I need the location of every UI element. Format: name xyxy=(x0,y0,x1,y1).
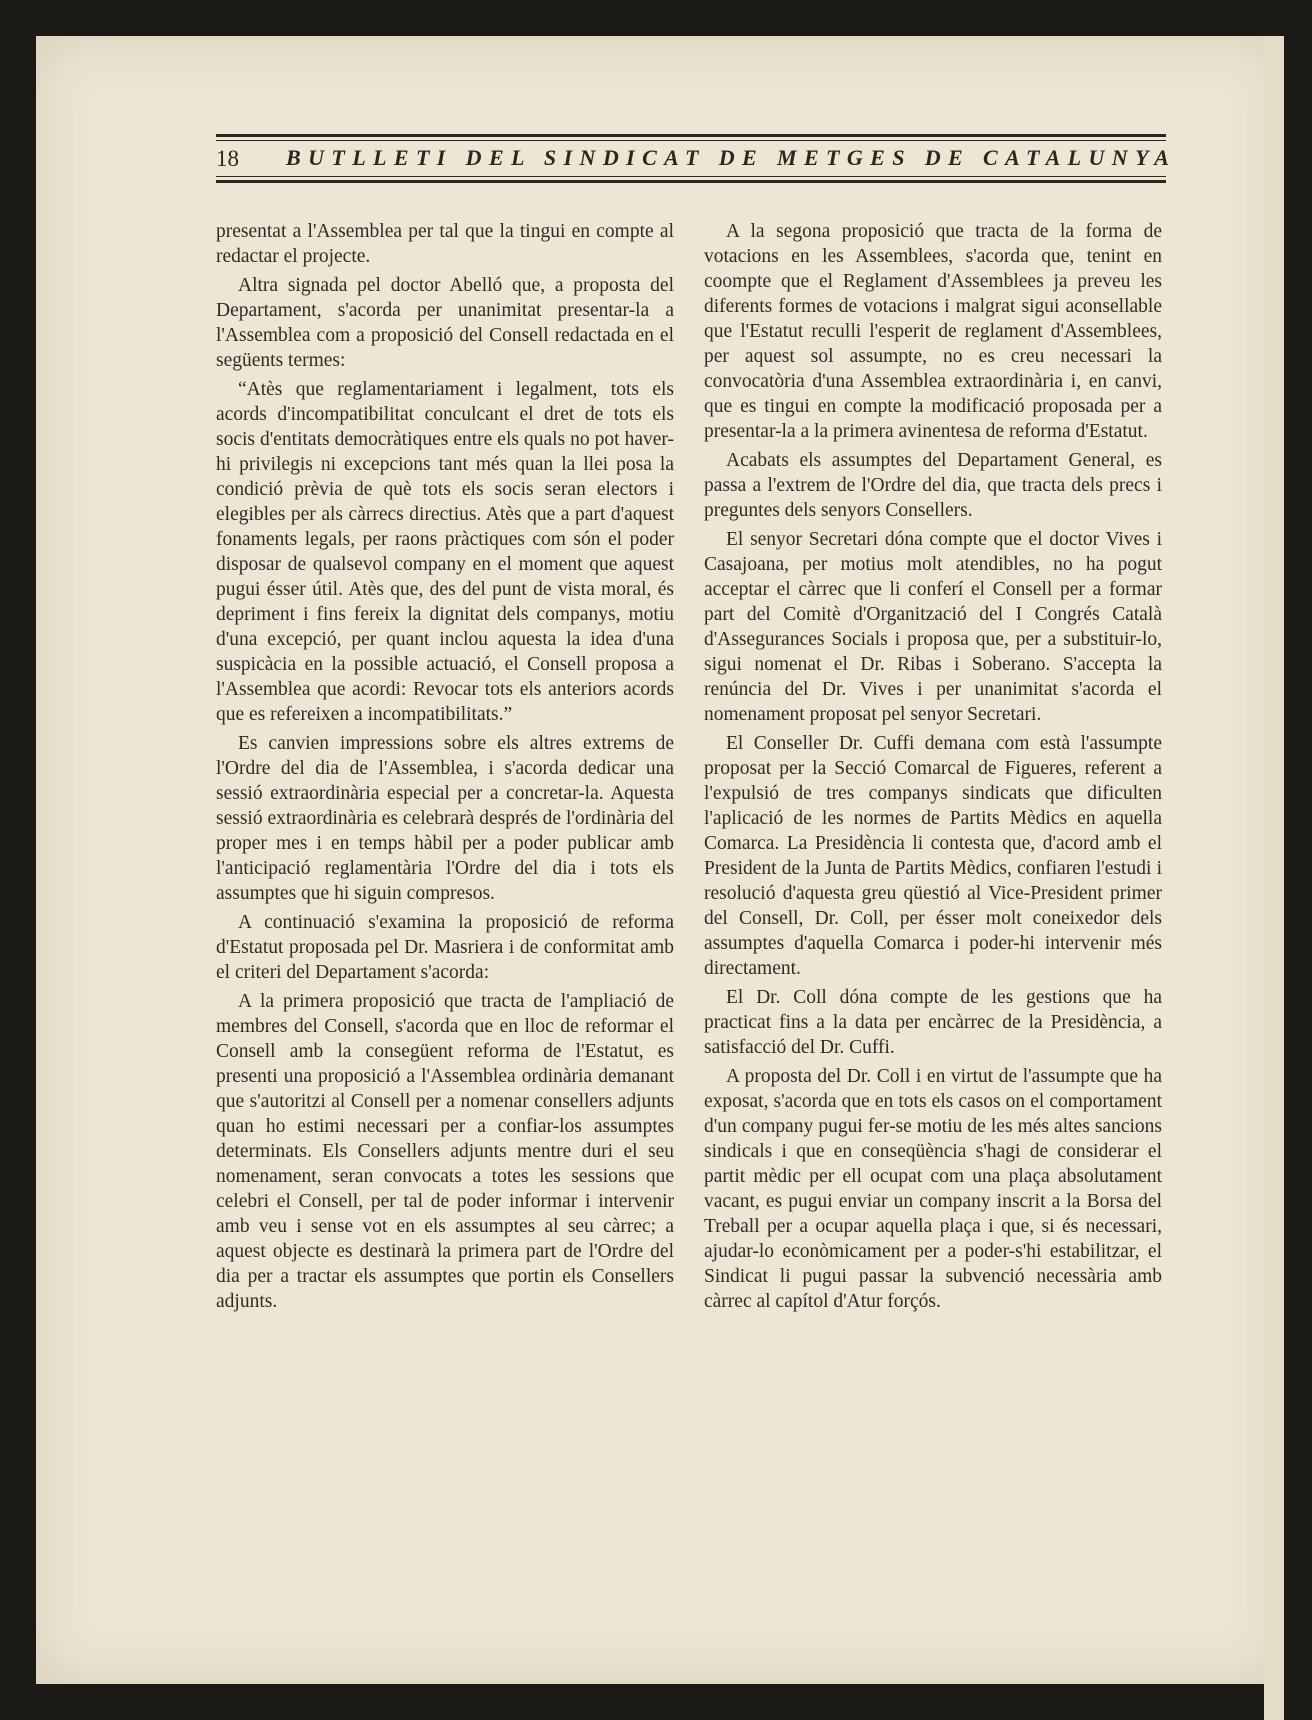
next-page-edge xyxy=(1264,36,1284,1720)
paragraph: Altra signada pel doctor Abelló que, a proposta del Departament, s'acorda per unanimitat presentar-la a l'Assemblea com a proposició del Consell redactada en el següents termes: xyxy=(216,275,674,371)
paragraph: A continuació s'examina la proposició de reforma d'Estatut proposada pel Dr. Masriera i de conformitat amb el criteri del Departament s'acorda: xyxy=(216,912,674,983)
quoted-proposal-paragraph: “Atès que reglamentariament i legalment, tots els acords d'incompatibilitat conculcant el dret de tots els socis d'entitats democràtiques entre els quals no pot haver-hi privilegis ni excepcions tant més quan la llei posa la condició prèvia de què tots els socis seran electors i elegibles per als càrrecs directius. Atès que a part d'aquest fonaments legals, per raons pràctiques com són el poder disposar de qualsevol company en el moment que aquest pugui ésser útil. Atès que, des del punt de vista moral, és depriment i fins fereix la dignitat dels companys, motiu d'una excepció, per quant inclou aquesta la idea d'una suspicàcia en la possible actuació, el Consell proposa a l'Assemblea que acordi: Revocar tots els anteriors acords que es refereixen a incompatibilitats.” xyxy=(216,379,674,725)
left-text-column xyxy=(216,219,674,1318)
journal-title: BUTLLETI DEL SINDICAT DE METGES DE CATALUNYA xyxy=(286,145,1177,170)
header-rule-bottom-thin xyxy=(216,176,1166,177)
paragraph: El senyor Secretari dóna compte que el doctor Vives i Casajoana, per motius molt atendibles, no ha pogut acceptar el càrrec que li conferí el Consell per a formar part del Comitè d'Organització del I Congrés Català d'Assegurances Socials i proposa que, per a substituir-lo, sigui nomenat el Dr. Ribas i Soberano. S'accepta la renúncia del Dr. Vives i per unanimitat s'acorda el nomenament proposat pel senyor Secretari. xyxy=(704,529,1162,725)
paragraph: Acabats els assumptes del Departament General, es passa a l'extrem de l'Ordre del dia, que tracta dels precs i preguntes dels senyors Consellers. xyxy=(704,450,1162,521)
header-rule-top-thick xyxy=(216,134,1166,137)
right-text-column xyxy=(704,219,1162,1318)
paragraph: A la primera proposició que tracta de l'ampliació de membres del Consell, s'acorda que en lloc de reformar el Consell amb la consegüent reforma de l'Estatut, es presenti una proposició a l'Assemblea ordinària demanant que s'autoritzi al Consell per a nomenar consellers adjunts quan ho estimi necessari per a confiar-los assumptes determinats. Els Consellers adjunts mentre duri el seu nomenament, seran convocats a totes les sessions que celebri el Consell, per tal de poder informar i intervenir amb veu i sense vot en els assumptes al seu càrrec; a aquest objecte es destinarà la primera part de l'Ordre del dia per a tractar els assumptes que portin els Consellers adjunts. xyxy=(216,991,674,1312)
page-number: 18 xyxy=(216,146,239,171)
paragraph: A proposta del Dr. Coll i en virtut de l'assumpte que ha exposat, s'acorda que en tots els casos on el comportament d'un company pugui fer-se motiu de les més altes sancions sindicals i que en conseqüència s'hagi de considerar el partit mèdic per ell ocupat com una plaça absolutament vacant, es pugui enviar un company inscrit a la Borsa del Treball per a ocupar aquella plaça i que, si és necessari, ajudar-lo econòmicament per a poder-s'hi estabilitzar, el Sindicat li pugui passar la subvenció necessària amb càrrec al capítol d'Atur forçós. xyxy=(704,1066,1162,1312)
header-rule-bottom-thick xyxy=(216,180,1166,183)
page-header xyxy=(216,134,1177,192)
paragraph: Es canvien impressions sobre els altres extrems de l'Ordre del dia de l'Assemblea, i s'acorda dedicar una sessió extraordinària especial per a concretar-la. Aquesta sessió extraordinària es celebrarà després de l'ordinària del proper mes i en temps hàbil per a poder publicar amb l'anticipació reglamentària l'Ordre del dia i tots els assumptes que hi siguin compresos. xyxy=(216,733,674,904)
paragraph: presentat a l'Assemblea per tal que la tingui en compte al redactar el projecte. xyxy=(216,221,674,267)
header-rule-top-thin xyxy=(216,140,1166,141)
paragraph: El Dr. Coll dóna compte de les gestions que ha practicat fins a la data per encàrrec de la Presidència, a satisfacció del Dr. Cuffi. xyxy=(704,987,1162,1058)
paragraph: A la segona proposició que tracta de la forma de votacions en les Assemblees, s'acorda que, tenint en coompte que el Reglament d'Assemblees ja preveu les diferents formes de votacions i malgrat sigui aconsellable que l'Estatut reculli l'esperit de reglament d'Assemblees, per aquest sol assumpte, no es creu necessari la convocatòria d'una Assemblea extraordinària i, en canvi, que es tingui en compte la modificació proposada per a presentar-la a la primera avinentesa de reforma d'Estatut. xyxy=(704,221,1162,442)
paragraph: El Conseller Dr. Cuffi demana com està l'assumpte proposat per la Secció Comarcal de Figueres, referent a l'expulsió de tres companys sindicats que dificulten l'aplicació de les normes de Partits Mèdics en aquella Comarca. La Presidència li contesta que, d'acord amb el President de la Junta de Partits Mèdics, confiaren l'estudi i resolució d'aquesta greu qüestió al Vice-President primer del Consell, Dr. Coll, per ésser molt coneixedor dels assumptes d'aquella Comarca i poder-hi intervenir més directament. xyxy=(704,733,1162,979)
